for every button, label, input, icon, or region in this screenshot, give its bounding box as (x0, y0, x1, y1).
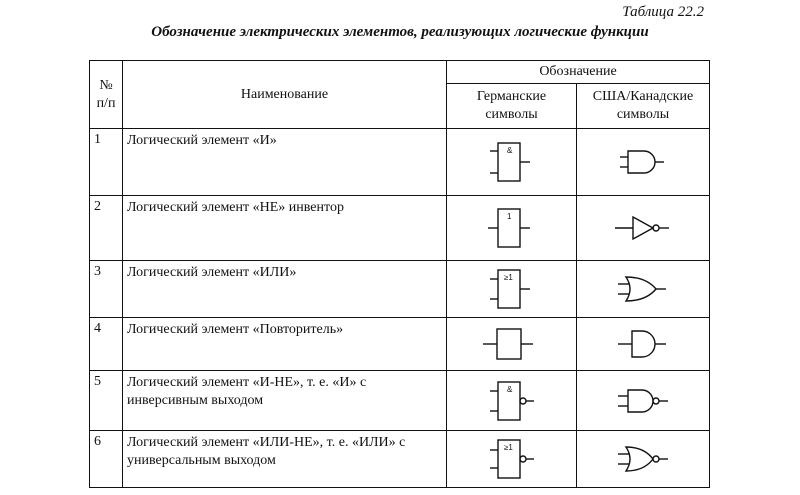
header-designation (447, 61, 710, 84)
row-name: Логический элемент «НЕ» инвентор (123, 196, 447, 261)
row-number: 4 (90, 318, 123, 371)
nor-gate-symbol-icon (598, 435, 688, 483)
german-symbol-cell (447, 371, 577, 431)
logic-elements-table (89, 60, 710, 488)
header-name-label: Наименование (240, 86, 329, 102)
not-box-symbol-icon (480, 203, 544, 253)
row-number: 5 (90, 371, 123, 431)
header-designation-label: Обозначение (539, 64, 617, 79)
table-row (90, 261, 710, 318)
german-mark: ≥1 (503, 443, 513, 452)
row-number: 3 (90, 261, 123, 318)
header-row-top (90, 61, 710, 84)
table-number: Таблица 22.2 (622, 4, 704, 20)
header-german (447, 84, 577, 129)
or-box-symbol-icon (480, 265, 544, 313)
table-row (90, 318, 710, 371)
or-gate-symbol-icon (598, 265, 688, 313)
not-gate-symbol-icon (593, 203, 693, 253)
row-name: Логический элемент «Повторитель» (123, 318, 447, 371)
us-symbol-cell (577, 431, 710, 488)
us-symbol-cell (577, 261, 710, 318)
header-us-canada (577, 84, 710, 129)
german-symbol-cell (447, 261, 577, 318)
german-symbol-cell (447, 129, 577, 196)
row-name: Логический элемент «ИЛИ-НЕ», т. е. «ИЛИ» с универсальным выходом (123, 431, 447, 488)
table-row (90, 431, 710, 488)
us-symbol-cell (577, 129, 710, 196)
header-number-label: № п/п (96, 77, 116, 111)
german-mark: ≥1 (503, 273, 513, 282)
german-symbol-cell (447, 196, 577, 261)
german-mark: 1 (506, 212, 511, 221)
header-us-canada-label: США/Канадские символы (592, 89, 694, 122)
header-name (123, 61, 447, 129)
table-row (90, 129, 710, 196)
row-number: 6 (90, 431, 123, 488)
and-gate-symbol-icon (598, 137, 688, 187)
buffer-box-symbol-icon (477, 322, 547, 366)
nand-box-symbol-icon (480, 376, 544, 426)
header-number (90, 61, 123, 129)
table-row (90, 196, 710, 261)
us-symbol-cell (577, 371, 710, 431)
german-mark: & (506, 384, 512, 394)
row-name: Логический элемент «И-НЕ», т. е. «И» с инверсивным выходом (123, 371, 447, 431)
row-number: 1 (90, 129, 123, 196)
buffer-gate-symbol-icon (598, 322, 688, 366)
us-symbol-cell (577, 318, 710, 371)
nand-gate-symbol-icon (598, 376, 688, 426)
us-symbol-cell (577, 196, 710, 261)
row-number: 2 (90, 196, 123, 261)
row-name: Логический элемент «И» (123, 129, 447, 196)
table-row (90, 371, 710, 431)
header-german-label: Германские символы (476, 89, 547, 122)
german-symbol-cell (447, 318, 577, 371)
row-name: Логический элемент «ИЛИ» (123, 261, 447, 318)
and-box-symbol-icon (480, 137, 544, 187)
german-symbol-cell (447, 431, 577, 488)
table-title: Обозначение электрических элементов, реализующих логические функции (151, 24, 649, 40)
nor-box-symbol-icon (480, 435, 544, 483)
german-mark: & (506, 146, 512, 155)
